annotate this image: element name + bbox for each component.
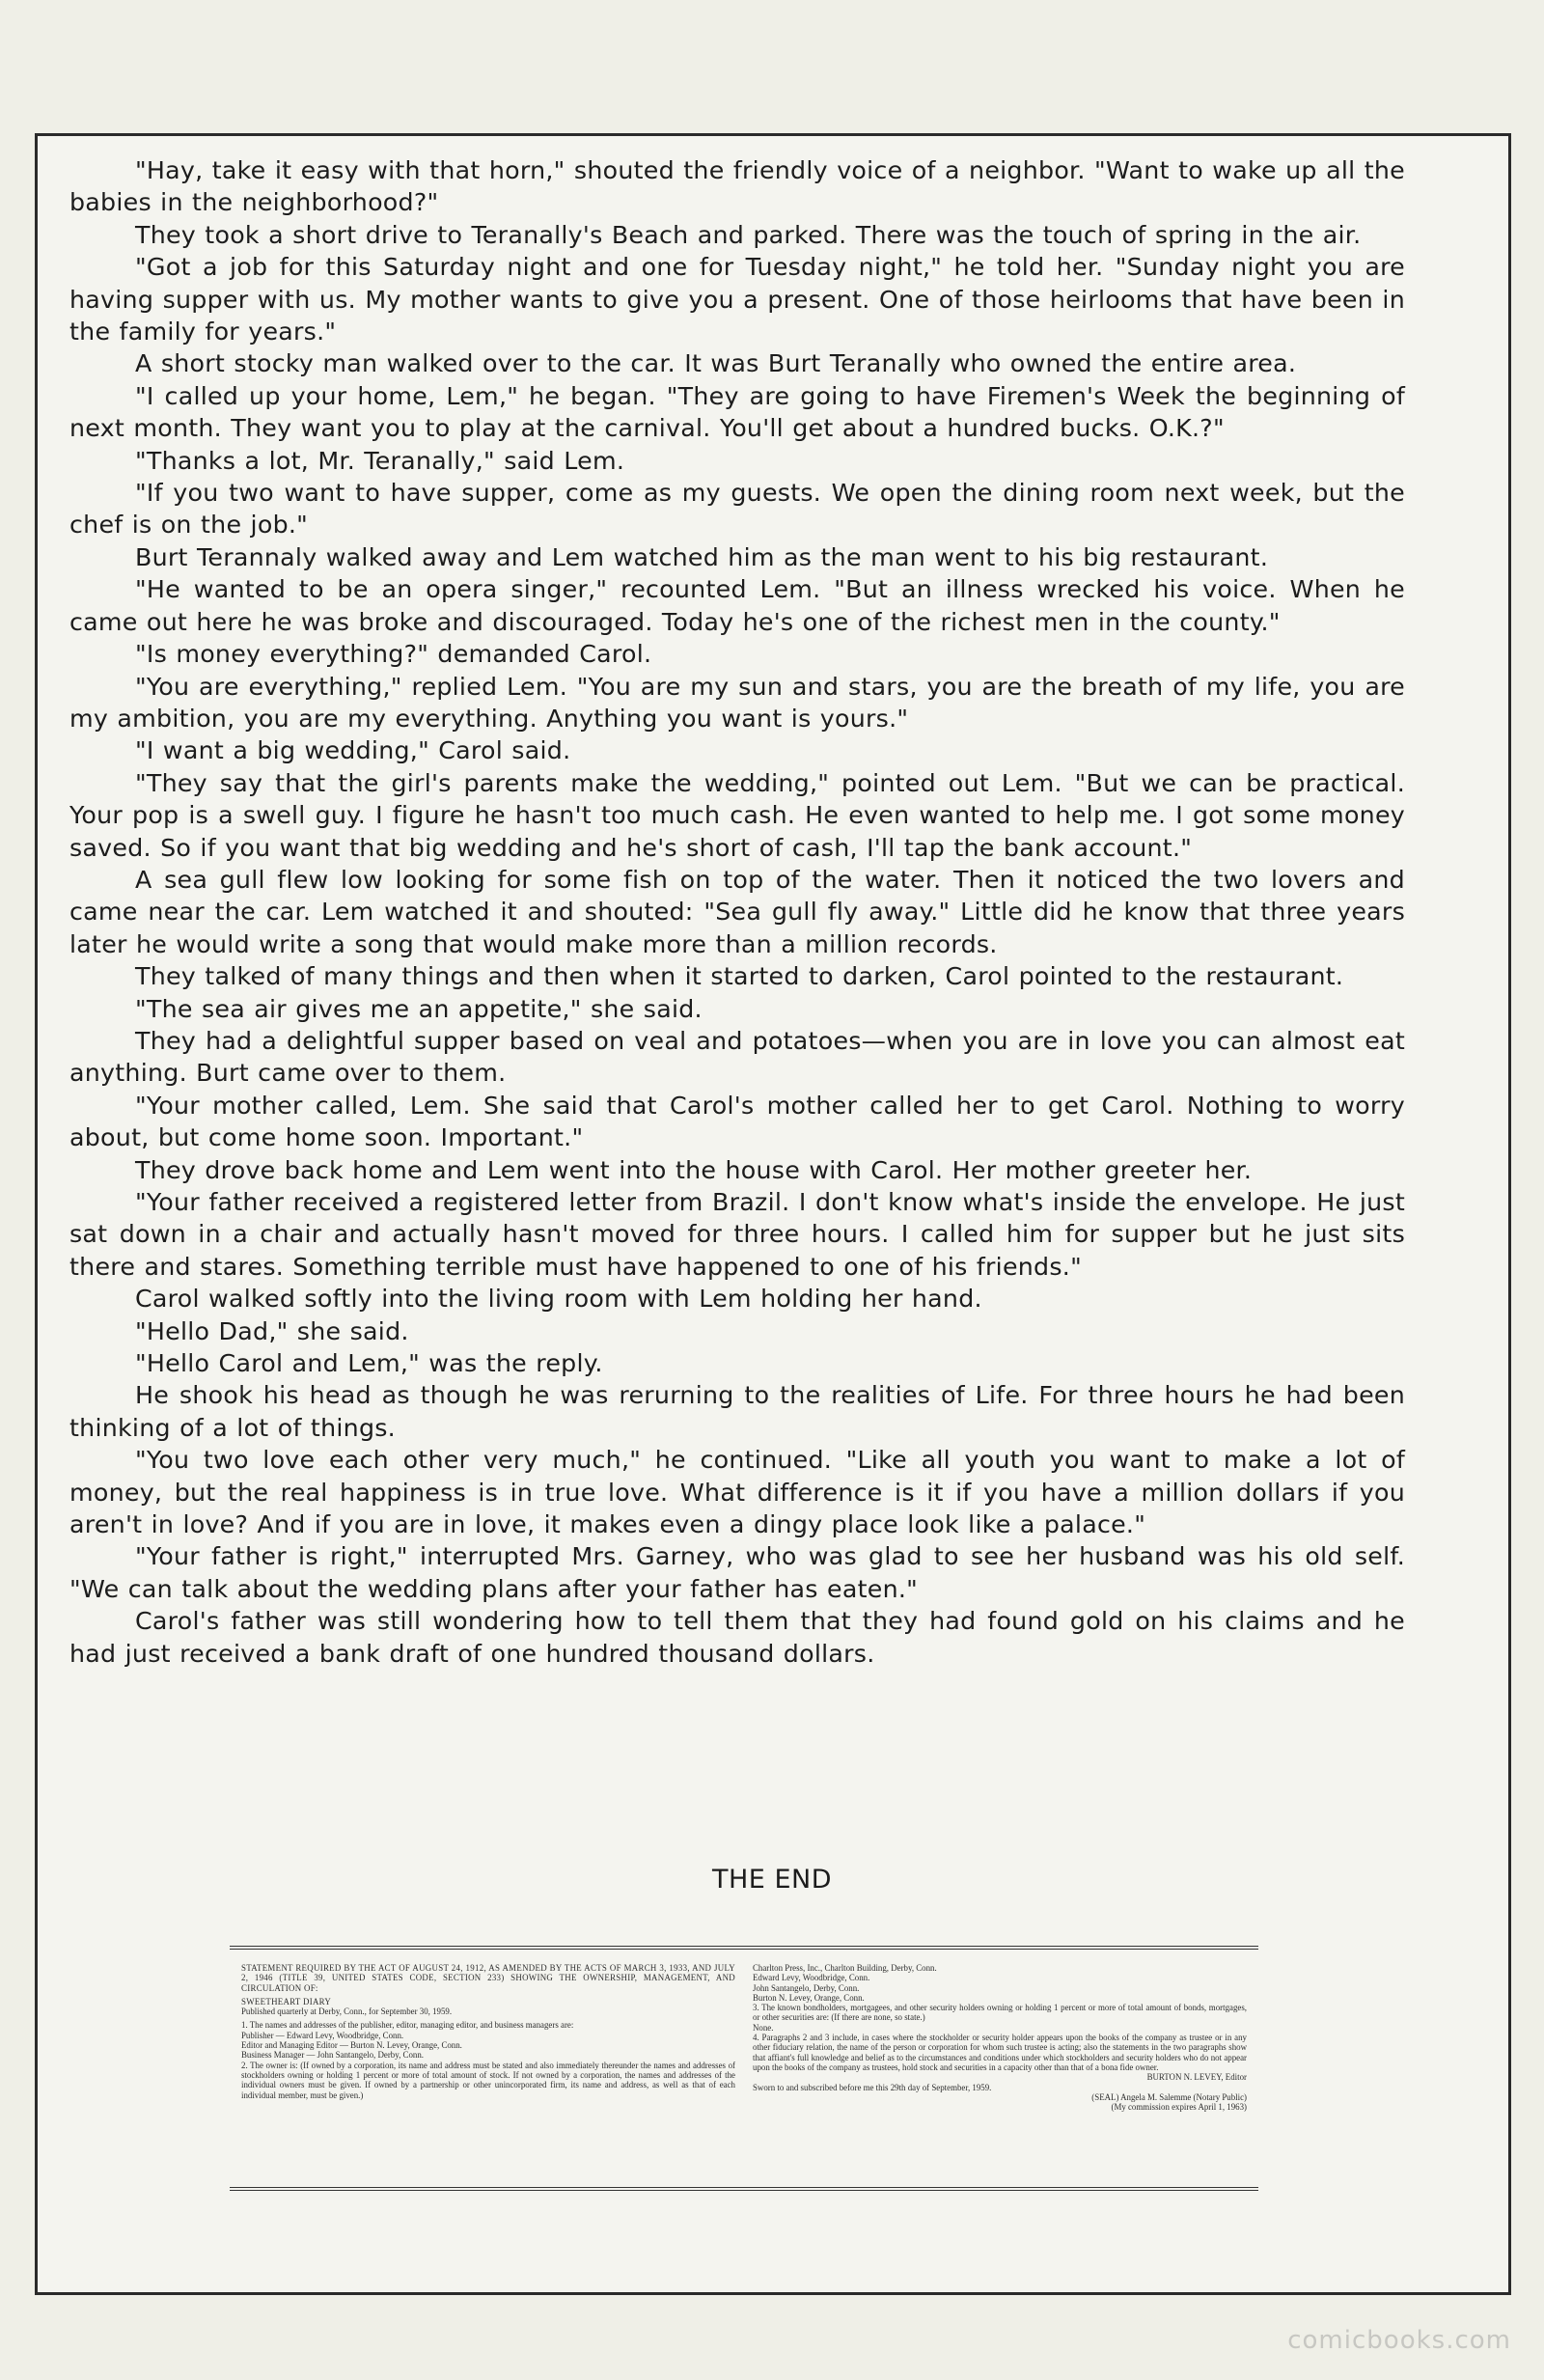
- paragraph: A short stocky man walked over to the car. It was Burt Teranally who owned the entire area.: [135, 349, 1297, 378]
- statement-line: Edward Levy, Woodbridge, Conn.: [753, 1973, 870, 1983]
- paragraph: A sea gull flew low looking for some fish on top of the water. Then it noticed the two lovers and came near the car. Lem watched it and shouted: "Sea gull fly away." Little did he know that three years later he would write a song that would make more than a million records.: [69, 865, 1405, 958]
- paragraph: They talked of many things and then when it started to darken, Carol pointed to the restaurant.: [135, 962, 1344, 991]
- story-text: [69, 154, 1405, 1670]
- statement-line: None.: [753, 2022, 774, 2033]
- paragraph: Burt Terannaly walked away and Lem watched him as the man went to his big restaurant.: [135, 542, 1269, 571]
- ownership-statement: [230, 1946, 1258, 2191]
- statement-line: John Santangelo, Derby, Conn.: [753, 1982, 860, 1993]
- statement-line: STATEMENT REQUIRED BY THE ACT OF AUGUST 24, 1912, AS AMENDED BY THE ACTS OF MARCH 3, 1933, AND JULY 2, 1946 (TITLE 39, UNITED STATES CODE, SECTION 233) SHOWING THE OWNERSHIP, MANAGEMENT, AND CIRCULATION OF:: [241, 1963, 735, 1993]
- statement-line: Editor and Managing Editor — Burton N. Levey, Orange, Conn.: [241, 2040, 462, 2051]
- statement-right-column: [753, 1963, 1247, 2177]
- paragraph: They had a delightful supper based on veal and potatoes—when you are in love you can almost eat anything. Burt came over to them.: [69, 1026, 1405, 1088]
- statement-line: SWEETHEART DIARY: [241, 1996, 332, 2006]
- paragraph: "I want a big wedding," Carol said.: [135, 736, 571, 765]
- paragraph: "Hello Carol and Lem," was the reply.: [135, 1349, 603, 1378]
- paragraph: "Is money everything?" demanded Carol.: [135, 640, 652, 669]
- paragraph: "Got a job for this Saturday night and one for Tuesday night," he told her. "Sunday night you are having supper with us. My mother wants to give you a present. One of those heirlooms that have been in the family for years.": [69, 253, 1405, 346]
- paragraph: "Your father is right," interrupted Mrs. Garney, who was glad to see her husband was his old self. "We can talk about the wedding plans after your father has eaten.": [69, 1542, 1405, 1603]
- statement-line: 3. The known bondholders, mortgagees, and other security holders owning or holding 1 percent or more of total amount of bonds, mortgages, or other securities are: (If there are none, so state.): [753, 2003, 1247, 2023]
- statement-line: Publisher — Edward Levy, Woodbridge, Conn.: [241, 2030, 404, 2040]
- statement-line: Sworn to and subscribed before me this 29th day of September, 1959.: [753, 2082, 992, 2092]
- statement-line: 1. The names and addresses of the publisher, editor, managing editor, and business managers are:: [241, 2020, 574, 2031]
- statement-line: Charlton Press, Inc., Charlton Building, Derby, Conn.: [753, 1963, 937, 1973]
- paragraph: "Thanks a lot, Mr. Teranally," said Lem.: [135, 446, 625, 475]
- paragraph: "You two love each other very much," he continued. "Like all youth you want to make a lot of money, but the real happiness is in true love. What difference is it if you have a million dollars if you aren't in love? And if you are in love, it makes even a dingy place look like a palace.": [69, 1446, 1405, 1539]
- paragraph: "Hello Dad," she said.: [135, 1316, 409, 1345]
- paragraph: "If you two want to have supper, come as my guests. We open the dining room next week, but the chef is on the job.": [69, 479, 1405, 540]
- statement-line: 2. The owner is: (If owned by a corporation, its name and address must be stated and also immediately thereunder the names and addresses of stockholders owning or holding 1 percent or more of total amount of stock. If not owned by a corporation, the names and addresses of the individual owners must be given. If owned by a partnership or other unincorporated firm, its name and address, as well as that of each individual member, must be given.): [241, 2060, 735, 2100]
- paragraph: Carol walked softly into the living room with Lem holding her hand.: [135, 1285, 982, 1314]
- paragraph: "He wanted to be an opera singer," recounted Lem. "But an illness wrecked his voice. When he came out here he was broke and discouraged. Today he's one of the richest men in the county.": [69, 575, 1405, 636]
- paragraph: They drove back home and Lem went into the house with Carol. Her mother greeter her.: [135, 1155, 1253, 1184]
- paragraph: Carol's father was still wondering how to tell them that they had found gold on his claims and he had just received a bank draft of one hundred thousand dollars.: [69, 1607, 1405, 1668]
- paragraph: "Your father received a registered letter from Brazil. I don't know what's inside the envelope. He just sat down in a chair and actually hasn't moved for three hours. I called him for supper but he just sits there and stares. Something terrible must have happened to one of his friends.": [69, 1188, 1405, 1281]
- statement-line: (SEAL) Angela M. Salemme (Notary Public): [1091, 2091, 1247, 2102]
- statement-line: Burton N. Levey, Orange, Conn.: [753, 1992, 865, 2003]
- statement-left-column: [241, 1963, 735, 2177]
- paragraph: "You are everything," replied Lem. "You are my sun and stars, you are the breath of my life, you are my ambition, you are my everything. Anything you want is yours.": [69, 672, 1405, 733]
- statement-line: (My commission expires April 1, 1963): [1111, 2102, 1247, 2113]
- paragraph: "Your mother called, Lem. She said that Carol's mother called her to get Carol. Nothing to worry about, but come home soon. Important.": [69, 1091, 1405, 1152]
- statement-line: BURTON N. LEVEY, Editor: [1146, 2072, 1247, 2083]
- statement-line: Business Manager — John Santangelo, Derby, Conn.: [241, 2050, 424, 2061]
- paragraph: They took a short drive to Teranally's Beach and parked. There was the touch of spring in the air.: [135, 220, 1362, 249]
- the-end-heading: THE END: [712, 1865, 832, 1895]
- site-watermark: comicbooks.com: [1287, 2326, 1511, 2355]
- paragraph: "The sea air gives me an appetite," she said.: [135, 994, 703, 1023]
- paragraph: "They say that the girl's parents make the wedding," pointed out Lem. "But we can be practical. Your pop is a swell guy. I figure he hasn't too much cash. He even wanted to help me. I got some money saved. So if you want that big wedding and he's short of cash, I'll tap the bank account.": [69, 768, 1405, 862]
- statement-line: Published quarterly at Derby, Conn., for September 30, 1959.: [241, 2006, 453, 2017]
- paragraph: "I called up your home, Lem," he began. "They are going to have Firemen's Week the beginning of next month. They want you to play at the carnival. You'll get about a hundred bucks. O.K.?": [69, 381, 1405, 443]
- paragraph: "Hay, take it easy with that horn," shouted the friendly voice of a neighbor. "Want to wake up all the babies in the neighborhood?": [69, 156, 1405, 217]
- statement-line: 4. Paragraphs 2 and 3 include, in cases where the stockholder or security holder appears upon the books of the company as trustee or in any other fiduciary relation, the name of the person or corporation for whom such trustee is acting; also the statements in the two paragraphs show that affiant's full knowledge and belief as to the circumstances and conditions under which stockholders and security holders who do not appear upon the books of the company as trustees, hold stock and securities in a capacity other than that of a bona fide owner.: [753, 2033, 1247, 2072]
- paragraph: He shook his head as though he was rerurning to the realities of Life. For three hours he had been thinking of a lot of things.: [69, 1381, 1405, 1442]
